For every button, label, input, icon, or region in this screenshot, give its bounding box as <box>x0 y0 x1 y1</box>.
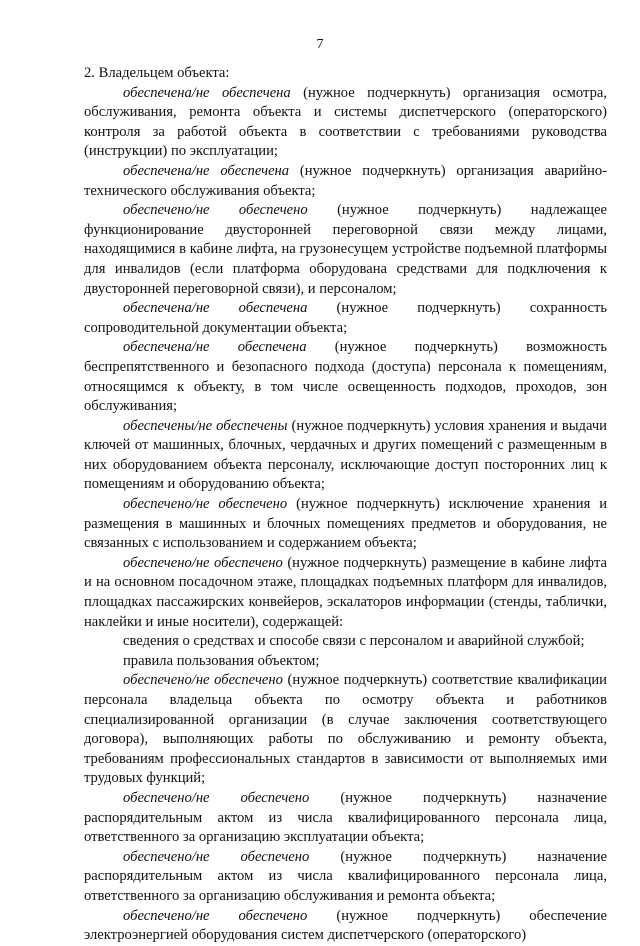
paragraph-text: (нужное подчеркнуть) исключение хранения и размещения в машинных и блочных помещениях предметов и оборудования, не связанных с использованием и содержанием объекта; <box>84 496 608 552</box>
page-number: 7 <box>316 37 324 52</box>
paragraph-text: (нужное подчеркнуть) надлежащее функционирование двусторонней переговорной связи между лицами, находящимися в кабине лифта, на грузонесущем устройстве подъемной платформы для инвалидов (если платформа оборудована средствами для подключения к двусторонней переговорной связи), и персоналом; <box>84 202 607 297</box>
paragraph-personnel-qualification <box>84 671 607 789</box>
paragraph-documentation-safety <box>84 299 607 338</box>
paragraph-power-supply <box>84 907 607 946</box>
paragraph-emphasis: обеспечено/не обеспечено <box>123 907 308 924</box>
paragraph-text: (нужное подчеркнуть) соответствие квалификации персонала владельца объекта по осмотру объекта и работников специализированной организации (в случае заключения соответствующего договора), выполняющих работы по обслуживанию и ремонту объекта, требованиям профессиональных стандартов в зависимости от выполняемых ими трудовых функций; <box>84 672 607 787</box>
paragraph-key-storage <box>84 417 607 495</box>
section-heading: 2. Владельцем объекта: <box>84 65 230 81</box>
paragraph-emphasis: обеспечена/не обеспечена <box>123 300 308 317</box>
document-body <box>84 64 607 946</box>
paragraph-emphasis: обеспечено/не обеспечено <box>123 202 308 219</box>
paragraph-emphasis: обеспечена/не обеспечена <box>123 339 307 356</box>
paragraph-text: сведения о средствах и способе связи с персоналом и аварийной службой; <box>123 633 585 650</box>
paragraph-text: (нужное подчеркнуть) назначение распорядительным актом из числа квалифицированного персонала лица, ответственного за организацию обслуживания и ремонта объекта; <box>84 848 607 904</box>
paragraph-two-way-communication <box>84 201 607 299</box>
paragraph-text: (нужное подчеркнуть) условия хранения и выдачи ключей от машинных, блочных, чердачных и других помещений с размещенным в них оборудованием объекта персоналу, исключающие доступ посторонних лиц к помещениям и оборудованию объекта; <box>84 417 607 493</box>
paragraph-text: (нужное подчеркнуть) обеспечение электроэнергией оборудования систем диспетчерского (операторского) <box>84 907 607 944</box>
paragraph-emergency-service <box>84 162 607 201</box>
paragraph-emphasis: обеспечены/не обеспечены <box>123 417 288 434</box>
paragraph-emphasis: обеспечено/не обеспечено <box>123 848 310 865</box>
paragraph-emphasis: обеспечено/не обеспечено <box>123 496 288 513</box>
paragraph-personnel-access <box>84 338 607 416</box>
paragraph-communication-info <box>84 632 607 652</box>
paragraph-emphasis: обеспечена/не обеспечена <box>123 162 290 179</box>
paragraph-text: (нужное подчеркнуть) сохранность сопроводительной документации объекта; <box>84 300 607 336</box>
paragraph-text: (нужное подчеркнуть) организация аварийно-технического обслуживания объекта; <box>84 162 607 199</box>
paragraph-operation-responsible <box>84 789 607 848</box>
paragraph-emphasis: обеспечено/не обеспечено <box>123 789 310 806</box>
paragraph-emphasis: обеспечено/не обеспечено <box>123 672 283 689</box>
paragraph-usage-rules <box>84 652 607 672</box>
paragraph-emphasis: обеспечено/не обеспечено <box>123 554 283 571</box>
paragraph-maintenance-responsible <box>84 848 607 907</box>
paragraph-text: правила пользования объектом; <box>123 652 320 669</box>
paragraph-text: (нужное подчеркнуть) назначение распорядительным актом из числа квалифицированного персонала лица, ответственного за организацию эксплуатации объекта; <box>84 789 607 846</box>
paragraph-inspection-organization <box>84 84 607 162</box>
paragraph-storage-exclusion <box>84 495 607 554</box>
paragraph-emphasis: обеспечена/не обеспечена <box>123 84 291 101</box>
paragraph-text: (нужное подчеркнуть) размещение в кабине лифта и на основном посадочном этаже, площадках подъемных платформ для инвалидов, площадках пассажирских конвейеров, эскалаторов информации (стенды, таблички, наклейки и иные носители), содержащей: <box>84 554 607 630</box>
paragraph-text: (нужное подчеркнуть) возможность беспрепятственного и безопасного подхода (доступа) персонала к помещениям, относящимся к объекту, в том числе освещенность подходов, проходов, зон обслуживания; <box>84 339 608 415</box>
paragraph-text: (нужное подчеркнуть) организация осмотра, обслуживания, ремонта объекта и системы диспетчерского (операторского) контроля за работой объекта в соответствии с требованиями руководства (инструкции) по эксплуатации; <box>84 84 607 160</box>
paragraph-information-placement <box>84 554 607 632</box>
